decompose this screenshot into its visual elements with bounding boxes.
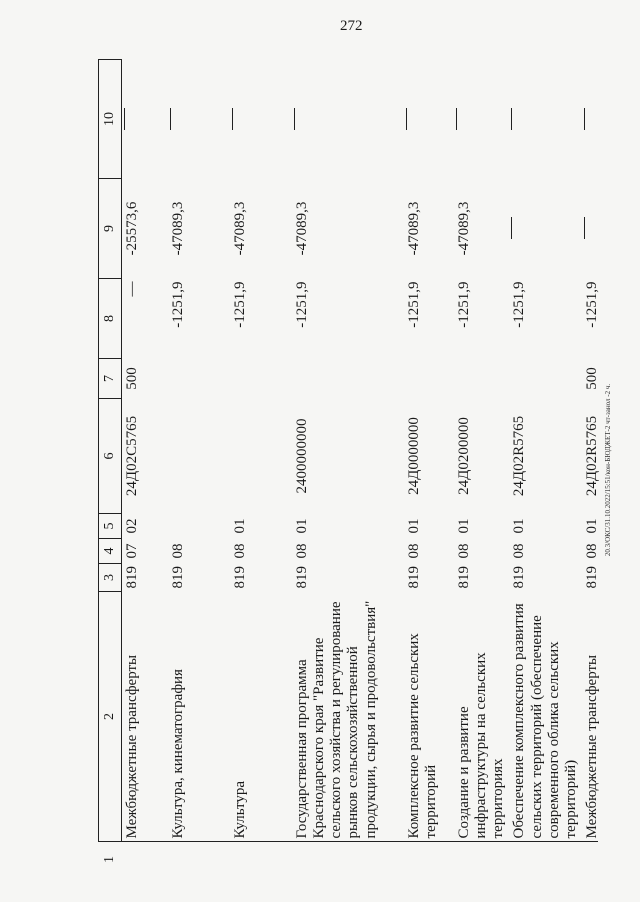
cell-col5: 01 bbox=[231, 518, 248, 534]
dash-mark bbox=[170, 108, 171, 130]
header-row bbox=[99, 60, 122, 842]
table-row bbox=[292, 60, 404, 842]
col-header-8: 8 bbox=[99, 279, 122, 359]
row-name: Культура, кинематография bbox=[169, 669, 186, 839]
row-name: Обеспечение комплексного развития сельских территорий (обеспечение современного облика сельских территорий) bbox=[511, 603, 579, 839]
cell-col7 bbox=[404, 359, 454, 399]
row-name: Комплексное развитие сельских территорий bbox=[405, 633, 439, 839]
budget-table-rotated bbox=[98, 60, 601, 863]
cell-col7 bbox=[230, 359, 292, 399]
budget-table bbox=[98, 59, 636, 863]
cell-col10 bbox=[122, 60, 168, 179]
dash-mark bbox=[456, 108, 457, 130]
table-row bbox=[168, 60, 230, 842]
table-left-border bbox=[98, 841, 598, 842]
dash-mark bbox=[406, 108, 407, 130]
row-name: Государственная программа Краснодарского края "Развитие сельского хозяйства и регулирование рынков сельскохозяйственной продукции, сырья и продовольствия" bbox=[293, 600, 379, 839]
col-header-9: 9 bbox=[99, 179, 122, 279]
cell-col7 bbox=[509, 359, 582, 399]
cell-col4: 08 bbox=[169, 543, 186, 559]
cell-col5: 01 bbox=[511, 518, 528, 534]
cell-col3: 819 bbox=[584, 566, 601, 589]
dash-mark bbox=[584, 218, 585, 240]
cell-col10 bbox=[509, 60, 582, 179]
dash-mark bbox=[124, 108, 125, 130]
cell-col10 bbox=[582, 60, 636, 179]
cell-col8: — bbox=[124, 281, 140, 297]
cell-col9: -47089,3 bbox=[293, 201, 310, 256]
cell-col10 bbox=[292, 60, 404, 179]
cell-col8: -1251,9 bbox=[511, 281, 528, 328]
cell-col4: 08 bbox=[293, 543, 310, 559]
cell-col7 bbox=[454, 359, 510, 399]
cell-col8: -1251,9 bbox=[293, 281, 310, 328]
cell-col9: -25573,6 bbox=[124, 201, 140, 256]
document-stamp-note: 20.3/ОКС/31.10.2022/15:51/кон-БЮДЖЕТ-2 чт-занол -2 ч. bbox=[604, 383, 612, 557]
cell-col3: 819 bbox=[511, 566, 528, 589]
row-name: Межбюджетные трансферты bbox=[584, 654, 601, 839]
cell-col8: -1251,9 bbox=[405, 281, 422, 328]
cell-col8: -1251,9 bbox=[584, 281, 601, 328]
cell-col5: 01 bbox=[584, 518, 601, 534]
row-name: Межбюджетные трансферты bbox=[124, 654, 140, 839]
cell-col6: 24Д02R5765 bbox=[511, 415, 528, 497]
col-header-6: 6 bbox=[99, 399, 122, 514]
cell-col3: 819 bbox=[293, 566, 310, 589]
cell-col7: 500 bbox=[584, 367, 601, 390]
cell-col5: 02 bbox=[124, 518, 140, 534]
cell-col6: 24Д02R5765 bbox=[584, 415, 601, 497]
cell-col4: 08 bbox=[455, 543, 472, 559]
page-number: 272 bbox=[340, 18, 363, 34]
col-header-5: 5 bbox=[99, 514, 122, 539]
cell-col5: 01 bbox=[293, 518, 310, 534]
col-header-2: 1 2 bbox=[99, 592, 122, 842]
cell-col10 bbox=[404, 60, 454, 179]
cell-col9: -47089,3 bbox=[405, 201, 422, 256]
table-row bbox=[122, 60, 168, 842]
cell-col8: -1251,9 bbox=[231, 281, 248, 328]
cell-col6: 24Д0200000 bbox=[455, 417, 472, 495]
cell-col6: 2400000000 bbox=[293, 418, 310, 494]
cell-col9 bbox=[582, 179, 636, 279]
dash-mark bbox=[232, 108, 233, 130]
table-row bbox=[582, 60, 636, 842]
cell-col10 bbox=[230, 60, 292, 179]
cell-col8: -1251,9 bbox=[455, 281, 472, 328]
table-row bbox=[230, 60, 292, 842]
cell-col9: -47089,3 bbox=[231, 201, 248, 256]
cell-col4: 08 bbox=[511, 543, 528, 559]
cell-col3: 819 bbox=[231, 566, 248, 589]
cell-col6: 24Д02С5765 bbox=[124, 415, 140, 497]
cell-col3: 819 bbox=[124, 566, 140, 589]
cell-col3: 819 bbox=[455, 566, 472, 589]
col-header-10: 10 bbox=[99, 60, 122, 179]
row-name: Создание и развитие инфраструктуры на сельских территориях bbox=[455, 652, 506, 839]
cell-col4: 08 bbox=[584, 543, 601, 559]
cell-col6 bbox=[168, 399, 230, 514]
table-row bbox=[454, 60, 510, 842]
cell-col4: 07 bbox=[124, 543, 140, 559]
col-header-3: 3 bbox=[99, 564, 122, 592]
cell-col9 bbox=[509, 179, 582, 279]
cell-col7 bbox=[168, 359, 230, 399]
row-name: Культура bbox=[231, 781, 248, 839]
cell-col10 bbox=[168, 60, 230, 179]
dash-mark bbox=[511, 218, 512, 240]
dash-mark bbox=[511, 108, 512, 130]
dash-mark bbox=[294, 108, 295, 130]
cell-col5 bbox=[168, 514, 230, 539]
cell-col8: -1251,9 bbox=[169, 281, 186, 328]
dash-mark bbox=[584, 108, 585, 130]
cell-col7 bbox=[292, 359, 404, 399]
col-header-4: 4 bbox=[99, 539, 122, 564]
cell-col5: 01 bbox=[455, 518, 472, 534]
cell-col6 bbox=[230, 399, 292, 514]
table-row bbox=[404, 60, 454, 842]
cell-col10 bbox=[454, 60, 510, 179]
table-row bbox=[509, 60, 582, 842]
cell-col3: 819 bbox=[405, 566, 422, 589]
cell-col4: 08 bbox=[405, 543, 422, 559]
cell-col6: 24Д0000000 bbox=[405, 417, 422, 495]
cell-col4: 08 bbox=[231, 543, 248, 559]
col-header-7: 7 bbox=[99, 359, 122, 399]
cell-col3: 819 bbox=[169, 566, 186, 589]
cell-col9: -47089,3 bbox=[455, 201, 472, 256]
cell-col7: 500 bbox=[124, 367, 140, 390]
cell-col9: -47089,3 bbox=[169, 201, 186, 256]
cell-col5: 01 bbox=[405, 518, 422, 534]
